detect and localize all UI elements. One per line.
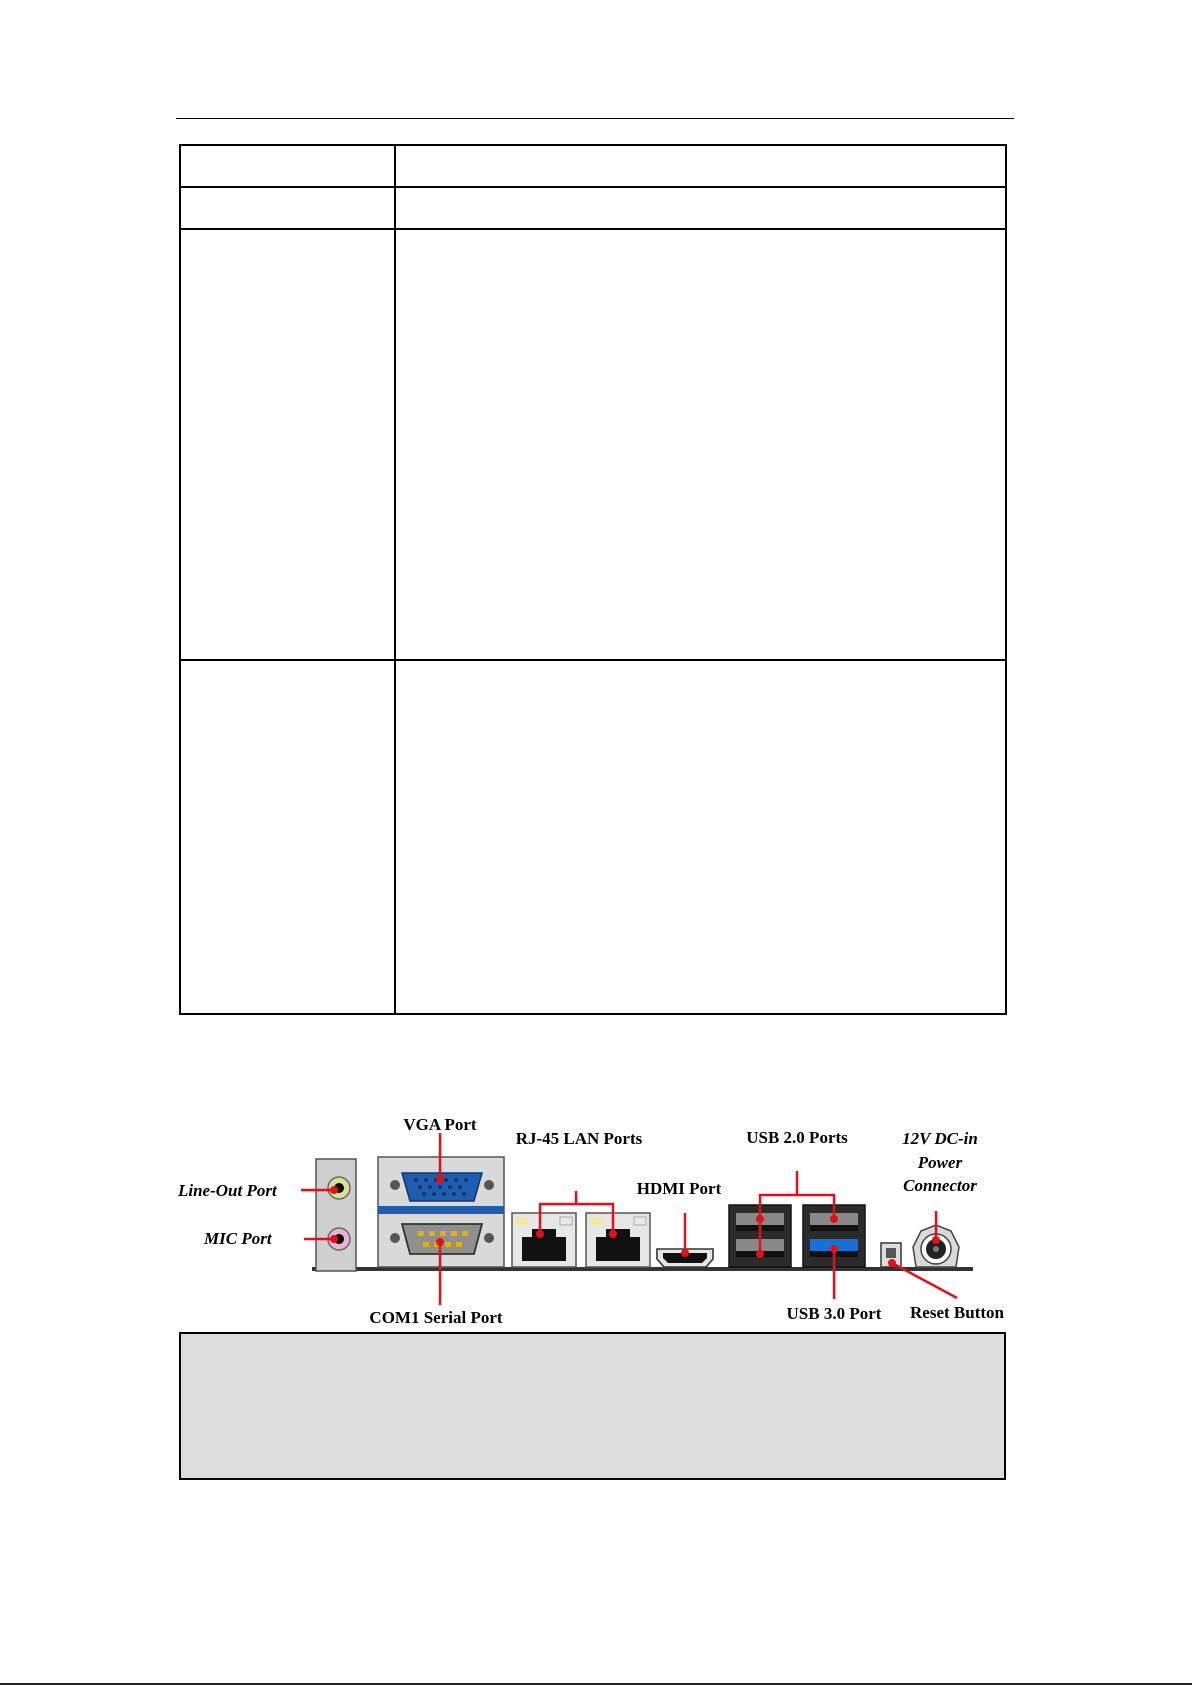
rj45-port-1-icon bbox=[512, 1213, 576, 1267]
table-cell bbox=[395, 660, 1006, 1014]
table-row bbox=[180, 145, 1006, 187]
reset-button-label: Reset Button bbox=[910, 1303, 1004, 1322]
table-row bbox=[180, 660, 1006, 1014]
hdmi-port-label: HDMI Port bbox=[636, 1179, 722, 1198]
table-cell bbox=[395, 187, 1006, 229]
rj45-lan-ports-label: RJ-45 LAN Ports bbox=[515, 1129, 643, 1148]
vga-port-label: VGA Port bbox=[403, 1115, 477, 1134]
table-cell bbox=[180, 145, 395, 187]
dc-in-label-line2: Power bbox=[917, 1153, 963, 1172]
rj45-port-2-icon bbox=[586, 1213, 650, 1267]
rear-io-panel-diagram bbox=[176, 1113, 1021, 1328]
audio-block bbox=[316, 1159, 356, 1271]
rear-io-panel-svg bbox=[176, 1113, 1021, 1328]
table-row bbox=[180, 229, 1006, 660]
usb30-port-label: USB 3.0 Port bbox=[786, 1304, 882, 1323]
line-out-port-label: Line-Out Port bbox=[178, 1181, 277, 1200]
table-cell bbox=[395, 229, 1006, 660]
table-cell bbox=[395, 145, 1006, 187]
table-cell bbox=[180, 660, 395, 1014]
com1-serial-port-label: COM1 Serial Port bbox=[369, 1308, 503, 1327]
header-rule bbox=[176, 118, 1014, 119]
dc-in-label-line1: 12V DC-in bbox=[902, 1129, 978, 1148]
table-cell bbox=[180, 229, 395, 660]
vga-blue-strip bbox=[378, 1206, 504, 1214]
dc-in-label-line3: Connector bbox=[903, 1176, 977, 1195]
spec-table bbox=[179, 144, 1007, 1015]
mic-port-label: MIC Port bbox=[204, 1229, 272, 1248]
usb20-ports-label: USB 2.0 Ports bbox=[746, 1128, 848, 1147]
table-cell bbox=[180, 187, 395, 229]
note-box bbox=[179, 1332, 1006, 1480]
table-row bbox=[180, 187, 1006, 229]
